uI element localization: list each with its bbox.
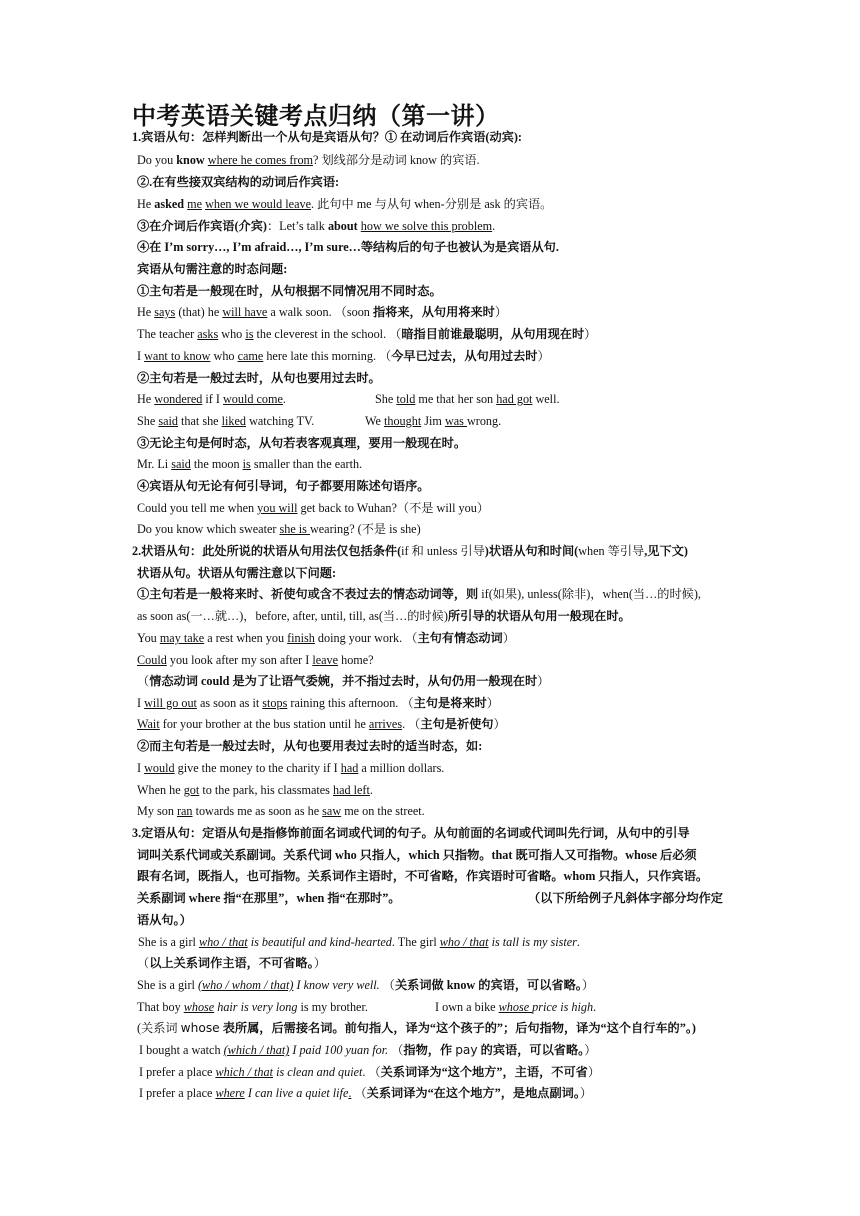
text-run: ） <box>581 978 595 992</box>
text-run: My son <box>137 804 177 818</box>
text-run: a rest when you <box>204 631 288 645</box>
text-run: a walk soon. （soon <box>267 305 373 319</box>
text-line <box>528 890 723 906</box>
text-run: ①主句若是一般将来时、祈使句或含不表过去的情态动词等，则 <box>137 587 482 601</box>
text-run: You <box>137 631 160 645</box>
text-run: （ <box>379 978 395 992</box>
text-run: ） <box>537 349 550 363</box>
text-line <box>137 782 373 798</box>
text-run: He <box>137 197 155 211</box>
text-run: . <box>492 219 496 233</box>
text-run: When he <box>137 783 184 797</box>
text-run: is my brother. <box>297 1000 368 1014</box>
text-line <box>137 695 499 711</box>
text-run: 宾语从句需注意的时态问题: <box>137 262 288 276</box>
text-run: She <box>137 414 159 428</box>
text-run: ②.在有些接双宾结构的动词后作宾语: <box>137 175 340 189</box>
text-run: ） <box>587 1065 601 1079</box>
text-run: ） <box>537 674 550 688</box>
text-run: 关系词做 know 的宾语，可以省略。 <box>394 978 582 992</box>
text-line <box>137 239 559 255</box>
text-run: He <box>137 392 155 406</box>
text-run: had got <box>496 392 533 406</box>
text-run: 的宾语，可以省略。 <box>477 1043 585 1057</box>
text-run: she is <box>279 522 310 536</box>
text-line <box>139 1085 592 1101</box>
text-run: (that) he <box>175 305 223 319</box>
text-run: when we would leave <box>205 197 311 211</box>
text-run: I <box>137 761 145 775</box>
text-run: Do you <box>137 153 177 167</box>
text-run: ③无论主句是何时态，从句若表客观真理，要用一般现在时。 <box>137 436 467 450</box>
text-line <box>137 760 444 776</box>
text-run: pay <box>455 1043 478 1057</box>
text-run: the moon <box>190 457 243 471</box>
text-run: ） <box>313 956 326 970</box>
text-run: 主句是将来时 <box>413 696 487 710</box>
text-run: watching TV. <box>246 414 315 428</box>
text-run: well. <box>532 392 560 406</box>
text-run: as soon as(一…就…)，before, after, until, till, as(当…的时候) <box>137 609 448 623</box>
text-run: (who / whom / that) <box>197 978 294 992</box>
text-run: that she <box>177 414 222 428</box>
text-run: ④在 I’m sorry…, I’m afraid…, I’m sure…等结构后的句子也被认为是宾语从句. <box>137 240 559 254</box>
text-run: the cleverest in the school. （ <box>253 327 402 341</box>
text-run: （ <box>351 1086 367 1100</box>
text-run: ） <box>579 1086 593 1100</box>
text-run: ） <box>493 717 506 731</box>
text-run: is clean and quiet <box>273 1065 363 1079</box>
text-line <box>137 152 480 168</box>
text-line <box>137 435 466 451</box>
text-run: Jim <box>421 414 445 428</box>
text-run: . （ <box>362 1065 381 1079</box>
text-run: 3.定语从句：定语从句是指修饰前面名词或代词的句子。从句前面的名词或代词叫先行词，从句中的引导 <box>132 826 690 840</box>
text-run: （以下所给例子凡斜体字部分均作定 <box>528 891 723 905</box>
text-run: Wait <box>137 717 160 731</box>
text-line <box>137 1020 696 1036</box>
text-run: how we solve this problem <box>360 219 493 233</box>
text-run: if 和 unless 引导 <box>401 544 485 558</box>
text-run: saw <box>322 804 342 818</box>
text-line <box>137 999 368 1015</box>
text-run: ? 划线部分是动词 know 的宾语. <box>313 153 480 167</box>
text-run: leave <box>312 653 339 667</box>
text-line <box>137 890 401 906</box>
text-run: The teacher <box>137 327 198 341</box>
text-run: had <box>340 761 359 775</box>
text-run: as soon as it <box>196 696 263 710</box>
text-run: finish <box>287 631 315 645</box>
text-run: ①主句若是一般现在时，从句根据不同情况用不同时态。 <box>137 284 442 298</box>
text-run: know <box>176 153 205 167</box>
text-run: is <box>242 457 251 471</box>
text-run: ） <box>584 327 597 341</box>
text-run: I <box>137 696 145 710</box>
text-run: . <box>282 392 286 406</box>
text-line <box>137 261 287 277</box>
text-run: 状语从句。状语从句需注意以下问题: <box>137 566 337 580</box>
text-run: price is high <box>532 1000 594 1014</box>
text-run: will have <box>222 305 268 319</box>
text-run: want to know <box>144 349 211 363</box>
text-run: is tall is my sister <box>488 935 577 949</box>
text-run: 指物，作 <box>403 1043 456 1057</box>
text-line <box>137 608 631 624</box>
text-run: 指将来，从句用将来时 <box>372 305 495 319</box>
text-line <box>137 955 326 971</box>
text-run: ③在介词后作宾语(介宾) <box>137 219 267 233</box>
text-run: hair is very long <box>214 1000 298 1014</box>
text-run: I know very well. <box>293 978 380 992</box>
text-run: whose <box>180 1021 220 1035</box>
text-run: said <box>158 414 178 428</box>
text-run: ） <box>584 1043 597 1057</box>
text-run: asked <box>154 197 185 211</box>
text-run: （ <box>137 674 150 688</box>
text-run: asks <box>197 327 219 341</box>
text-run: stops <box>262 696 288 710</box>
text-line <box>137 456 362 472</box>
text-run: ） <box>486 696 499 710</box>
text-line <box>137 912 192 928</box>
text-run: thought <box>383 414 422 428</box>
text-line <box>138 934 580 950</box>
text-run: wondered <box>154 392 203 406</box>
text-run: wrong. <box>466 414 502 428</box>
text-line <box>375 391 560 407</box>
text-run: I paid 100 yuan for. <box>289 1043 389 1057</box>
text-line <box>137 868 708 884</box>
text-run: give the money to the charity if I <box>174 761 341 775</box>
text-run: whose <box>498 1000 533 1014</box>
text-line <box>435 999 596 1015</box>
text-line <box>137 586 701 602</box>
text-run: would come <box>222 392 283 406</box>
text-run: ） <box>502 631 515 645</box>
text-run: had left <box>332 783 370 797</box>
text-run: ran <box>176 804 193 818</box>
text-run: if I <box>202 392 223 406</box>
text-run: Mr. Li <box>137 457 172 471</box>
text-run: ②主句若是一般过去时，从句也要用过去时。 <box>137 371 381 385</box>
text-run: ） <box>494 305 508 319</box>
text-run: She is a girl <box>137 978 198 992</box>
text-run: 词叫关系代词或关系副词。关系代词 who 只指人，which 只指物。that 既可指人又可指物。whose 后必须 <box>137 848 697 862</box>
text-line <box>137 304 507 320</box>
text-run: 跟有名词，既指人，也可指物。关系词作主语时，不可省略，作宾语时可省略。whom 只指人，只作宾语。 <box>137 869 709 883</box>
text-line <box>139 1042 596 1058</box>
text-run: (关系词 <box>137 1021 181 1035</box>
text-run: 关系词译为“在这个地方”，是地点副词。 <box>366 1086 580 1100</box>
text-line <box>137 391 286 407</box>
text-run: I <box>137 349 145 363</box>
text-run: will go out <box>144 696 197 710</box>
text-run: would <box>144 761 175 775</box>
text-run: arrives <box>368 717 403 731</box>
text-run: I prefer a place <box>139 1065 216 1079</box>
text-line <box>137 673 549 689</box>
text-line <box>137 716 506 732</box>
text-run: wearing? (不是 is she) <box>309 522 421 536</box>
text-run: Do you know which sweater <box>137 522 280 536</box>
text-run: said <box>171 457 191 471</box>
text-line <box>137 500 489 516</box>
text-run: home? <box>338 653 374 667</box>
text-run: a million dollars. <box>358 761 445 775</box>
text-run: where he comes from <box>207 153 314 167</box>
text-line <box>137 738 482 754</box>
text-run: told <box>396 392 416 406</box>
text-run: to the park, his classmates <box>199 783 333 797</box>
text-run: you look after my son after I <box>166 653 313 667</box>
text-run: 关系词译为“这个地方”，主语，不可省 <box>380 1065 588 1079</box>
text-run: 所引导的状语从句用一般现在时。 <box>447 609 631 623</box>
document-title: 中考英语关键考点归纳（第一讲） <box>132 101 500 130</box>
text-run: 关系副词 where 指“在那里”，when 指“在那时”。 <box>137 891 401 905</box>
text-run: . <box>369 783 373 797</box>
text-line <box>137 218 495 234</box>
text-run: 1.宾语从句：怎样判断出一个从句是宾语从句？① 在动词后作宾语(动宾): <box>132 130 522 144</box>
text-run: may take <box>159 631 205 645</box>
text-run: me <box>187 197 203 211</box>
text-run: me that her son <box>415 392 497 406</box>
text-run: . <box>593 1000 597 1014</box>
text-run: is <box>245 327 254 341</box>
text-run: (which / that) <box>223 1043 290 1057</box>
text-line <box>132 129 522 145</box>
text-run: get back to Wuhan?（不是 will you） <box>297 501 490 515</box>
text-line <box>137 565 336 581</box>
text-run: She is a girl <box>138 935 199 949</box>
text-run: 情态动词 could 是为了让语气委婉，并不指过去时，从句仍用一般现在时 <box>149 674 538 688</box>
text-line <box>137 847 697 863</box>
text-line <box>137 326 596 342</box>
text-run: . The girl <box>391 935 440 949</box>
text-run: for your brother at the bus station until he <box>159 717 369 731</box>
text-run: liked <box>221 414 247 428</box>
text-run: I can live a quiet life <box>244 1086 349 1100</box>
text-line <box>137 652 374 668</box>
text-run: 今早已过去，从句用过去时 <box>391 349 538 363</box>
text-run: you will <box>257 501 298 515</box>
text-run: ：Let’s talk <box>267 219 328 233</box>
text-line <box>137 174 339 190</box>
text-run: me on the street. <box>341 804 425 818</box>
text-line <box>139 1064 600 1080</box>
text-run: I prefer a place <box>139 1086 216 1100</box>
text-line <box>365 413 501 429</box>
text-run: whose <box>183 1000 215 1014</box>
text-run: I bought a watch <box>139 1043 224 1057</box>
text-run: who / that <box>439 935 489 949</box>
text-run: which / that <box>215 1065 274 1079</box>
text-run: where <box>215 1086 245 1100</box>
text-run: 以上关系词作主语，不可省略。 <box>149 956 314 970</box>
text-run: says <box>154 305 176 319</box>
text-run: smaller than the earth. <box>250 457 363 471</box>
text-run: 语从句。） <box>137 913 192 927</box>
text-run: 主句有情态动词 <box>417 631 503 645</box>
text-line <box>137 478 430 494</box>
text-run: if(如果), unless(除非)，when(当…的时候), <box>481 587 701 601</box>
text-run: got <box>183 783 200 797</box>
text-line <box>137 521 421 537</box>
text-run: was <box>444 414 467 428</box>
text-run: who <box>210 349 238 363</box>
text-run: Could <box>137 653 167 667</box>
text-run: . <box>348 1086 352 1100</box>
text-run: 主句是祈使句 <box>420 717 494 731</box>
text-run: I own a bike <box>435 1000 499 1014</box>
text-run: about <box>327 219 358 233</box>
text-run: ④宾语从句无论有何引导词，句子都要用陈述句语序。 <box>137 479 430 493</box>
text-run: ,见下文) <box>644 544 688 558</box>
text-run: here late this morning. （ <box>263 349 392 363</box>
text-run: She <box>375 392 397 406</box>
text-run: 表所属，后需接名词。前句指人，译为“这个孩子的”；后句指物，译为“这个自行车的”。) <box>219 1021 696 1035</box>
text-line <box>137 630 515 646</box>
text-line <box>137 196 552 212</box>
text-line <box>137 803 425 819</box>
text-run: came <box>237 349 264 363</box>
text-run: We <box>365 414 384 428</box>
text-line <box>137 413 314 429</box>
text-run: （ <box>388 1043 404 1057</box>
text-run: towards me as soon as he <box>192 804 323 818</box>
text-run: . 此句中 me 与从句 when-分别是 ask 的宾语。 <box>311 197 553 211</box>
text-run: who <box>218 327 246 341</box>
text-run: )状语从句和时间( <box>484 544 579 558</box>
text-run: is beautiful and kind-hearted <box>247 935 392 949</box>
text-run: raining this afternoon. （ <box>287 696 414 710</box>
text-line <box>137 370 381 386</box>
text-run: 2.状语从句：此处所说的状语从句用法仅包括条件( <box>132 544 402 558</box>
text-run: who / that <box>198 935 248 949</box>
text-run: 暗指目前谁最聪明，从句用现在时 <box>401 327 585 341</box>
text-line <box>137 977 594 993</box>
text-run: Could you tell me when <box>137 501 258 515</box>
text-run: ②而主句若是一般过去时，从句也要用表过去时的适当时态，如: <box>137 739 483 753</box>
text-run: （ <box>137 956 150 970</box>
text-run: when 等引导 <box>578 544 645 558</box>
text-line <box>132 543 688 559</box>
text-line <box>132 825 690 841</box>
text-run: . （ <box>402 717 421 731</box>
text-line <box>137 348 550 364</box>
text-run: He <box>137 305 155 319</box>
text-run: . <box>576 935 580 949</box>
text-run: doing your work. （ <box>314 631 418 645</box>
text-line <box>137 283 442 299</box>
text-run: That boy <box>137 1000 184 1014</box>
